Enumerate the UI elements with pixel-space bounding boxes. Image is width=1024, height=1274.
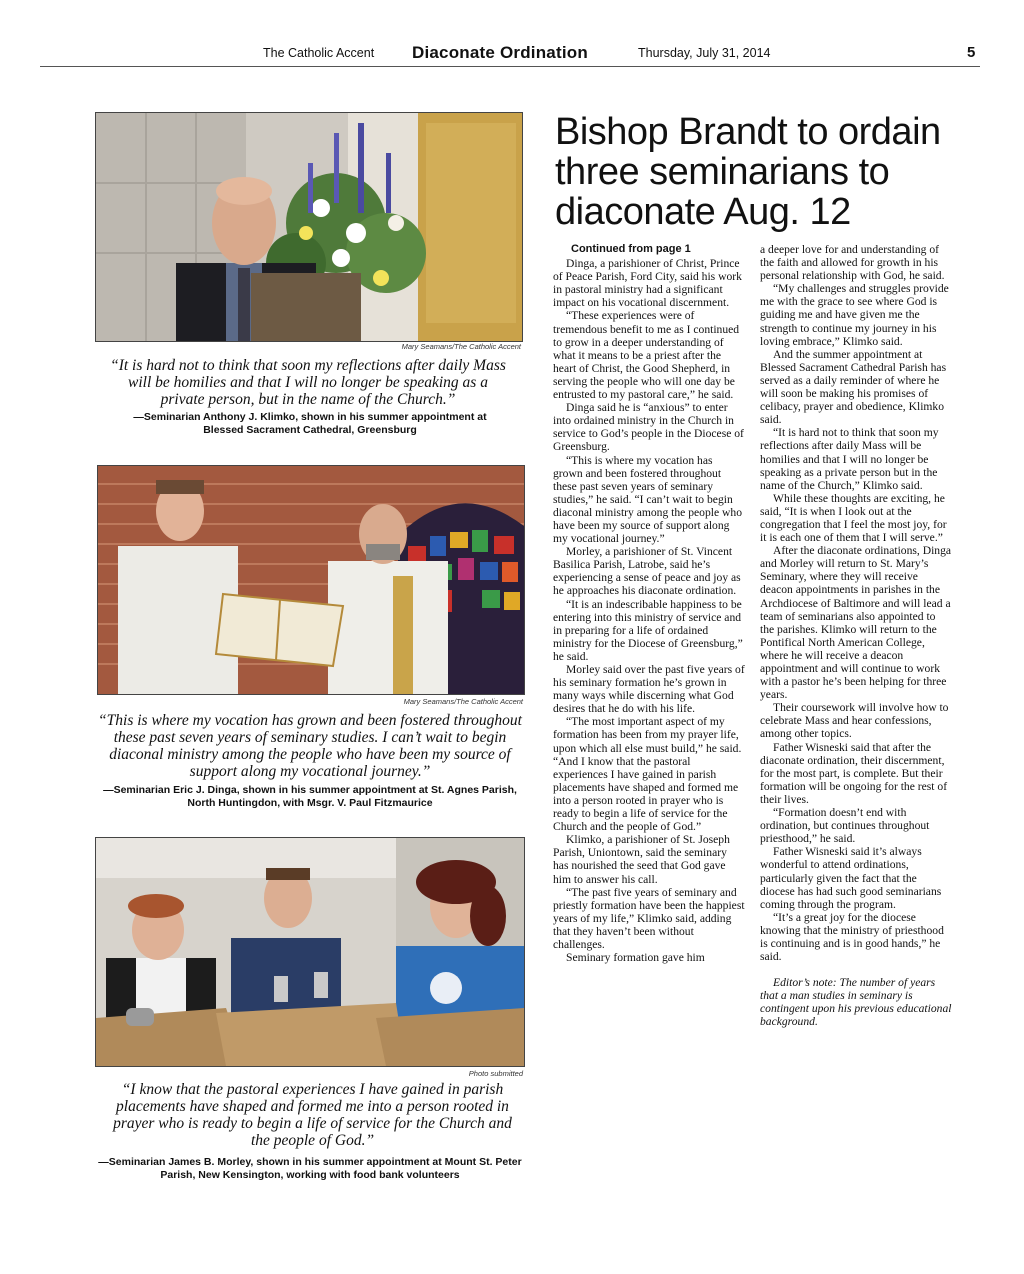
header-rule [40,66,980,67]
paragraph: Father Wisneski said that after the diaconate ordination, their discernment, for the most part, is complete. But their formation will be ongoing for the rest of their lives. [760,740,948,806]
paragraph: Father Wisneski said it’s always wonderful to attend ordinations, particularly given the fact that the diocese has had such good seminarians coming through the program. [760,845,942,911]
paragraph: Dinga said he is “anxious” to enter into ordained ministry in the Church in service to God’s people in the Diocese of Greensburg. [553,401,744,454]
editor-note: Editor’s note: The number of years that a man studies in seminary is contingent upon his previous educational background. [760,976,952,1029]
paragraph: Dinga, a parishioner of Christ, Prince of Peace Parish, Ford City, said his work in pastoral ministry had a significant impact on his vocational discernment. [553,257,742,310]
photo-credit-3: Photo submitted [468,1069,523,1078]
pull-quote-1: “It is hard not to think that soon my reflections after daily Mass will be homilies and that I will no longer be speaking as a private person, but in the name of the Church.” [110,357,506,408]
paragraph: “The most important aspect of my formation has been from my prayer life, upon which all else must build,” he said. “And I know that the pastoral experiences I have gained in parish placements have shaped and formed me into a person rooted in prayer who is ready to begin a life of service for the Church and the people of God.” [553,715,742,834]
publication-name: The Catholic Accent [263,46,375,60]
pull-quote-2: “This is where my vocation has grown and been fostered throughout these past seven years of seminary studies. I can’t wait to begin diaconal ministry among the people who have been my source of support along my vocational journey.” [98,712,522,780]
photo-klimko [95,112,523,342]
paragraph: “It’s a great joy for the diocese knowing that the ministry of priesthood is continuing and is in good hands,” he said. [760,910,944,964]
photo-dinga [97,465,525,695]
paragraph: “It is an indescribable happiness to be entering into this ministry of service and in preparing for a life of ordained ministry for the Diocese of Greensburg,” he said. [553,597,743,663]
issue-date: Thursday, July 31, 2014 [638,46,771,60]
photo-caption-2: —Seminarian Eric J. Dinga, shown in his summer appointment at St. Agnes Parish, North Huntingdon, with Msgr. V. Paul Fitzmaurice [103,784,517,809]
paragraph: Klimko, a parishioner of St. Joseph Parish, Uniontown, said the seminary has nourished the seed that God gave him to answer his call. [553,833,730,886]
paragraph: Morley said over the past five years of his seminary formation he’s grown in many ways while discerning what God desires that he do with his life. [553,663,745,716]
article-column-2 [760,243,952,1029]
paragraph: “These experiences were of tremendous benefit to me as I continued to grow in a deeper understanding of what it means to be a priest after the heart of Christ, the Good Shepherd, in serving the people who will one day be entrusted to my pastoral care,” he said. [553,309,740,402]
paragraph: “It is hard not to think that soon my reflections after daily Mass will be homilies and that I will no longer be speaking as a private person but in the name of the Church,” Klimko said. [760,426,939,492]
page-number: 5 [967,44,976,61]
paragraph: “This is where my vocation has grown and been fostered throughout these past seven years of seminary studies,” he said. “I can’t wait to begin diaconal ministry among the people who have been my source of support along my vocational journey.” [553,453,742,546]
paragraph: Seminary formation gave him [566,951,705,965]
paragraph: “My challenges and struggles provide me with the grace to see where God is guiding me and have given me the strength to continue my journey in his loving embrace,” Klimko said. [760,282,949,348]
paragraph-continued: a deeper love for and understanding of the faith and allowed for growth in his personal relationship with God, he said. [760,243,945,283]
paragraph: “Formation doesn’t end with ordination, but continues throughout priesthood,” he said. [760,806,930,846]
photo-dinga-image [98,466,524,694]
pull-quote-3: “I know that the pastoral experiences I have gained in parish placements have shaped and formed me into a person rooted in prayer who is ready to begin a life of service for the Church and the people of God.” [113,1081,512,1149]
paragraph: Their coursework will involve how to celebrate Mass and hear confessions, among other topics. [760,701,949,741]
photo-credit-1: Mary Seamans/The Catholic Accent [401,342,521,351]
section-title: Diaconate Ordination [412,43,588,62]
paragraph: While these thoughts are exciting, he said, “It is when I look out at the congregation that I feel the most joy, for it is each one of them that I will serve.” [760,491,947,545]
article-column-1 [553,243,745,964]
paragraph: “The past five years of seminary and priestly formation have been the happiest years of my life,” Klimko said, adding that they haven’t been without challenges. [553,885,745,951]
paragraph: Morley, a parishioner of St. Vincent Basilica Parish, Latrobe, said he’s experiencing a sense of peace and joy as he approaches his diaconate ordination. [553,545,741,598]
photo-morley-image [96,838,524,1066]
photo-credit-2: Mary Seamans/The Catholic Accent [403,697,523,706]
continued-from-label: Continued from page 1 [571,243,691,255]
photo-klimko-image [96,113,522,341]
paragraph: And the summer appointment at Blessed Sacrament Cathedral Parish has served as a daily reminder of where he will soon be making his promises of celibacy, prayer and obedience, Klimko said. [760,347,947,427]
photo-morley [95,837,525,1067]
photo-caption-3: —Seminarian James B. Morley, shown in his summer appointment at Mount St. Peter Parish, New Kensington, working with food bank volunteers [98,1156,522,1181]
photo-caption-1: —Seminarian Anthony J. Klimko, shown in his summer appointment at Blessed Sacrament Cathedral, Greensburg [133,411,487,436]
headline: Bishop Brandt to ordain three seminarians to diaconate Aug. 12 [555,111,941,233]
paragraph: After the diaconate ordinations, Dinga and Morley will return to St. Mary’s Seminary, where they will receive deacon appointments in parishes in the Archdiocese of Baltimore and will lead a team of seminarians also appointed to the parishes. Klimko will return to the Pontifical North American College, where he will receive a deacon appointment and will continue to work with a pastor he’s been helping for three years. [760,544,952,702]
